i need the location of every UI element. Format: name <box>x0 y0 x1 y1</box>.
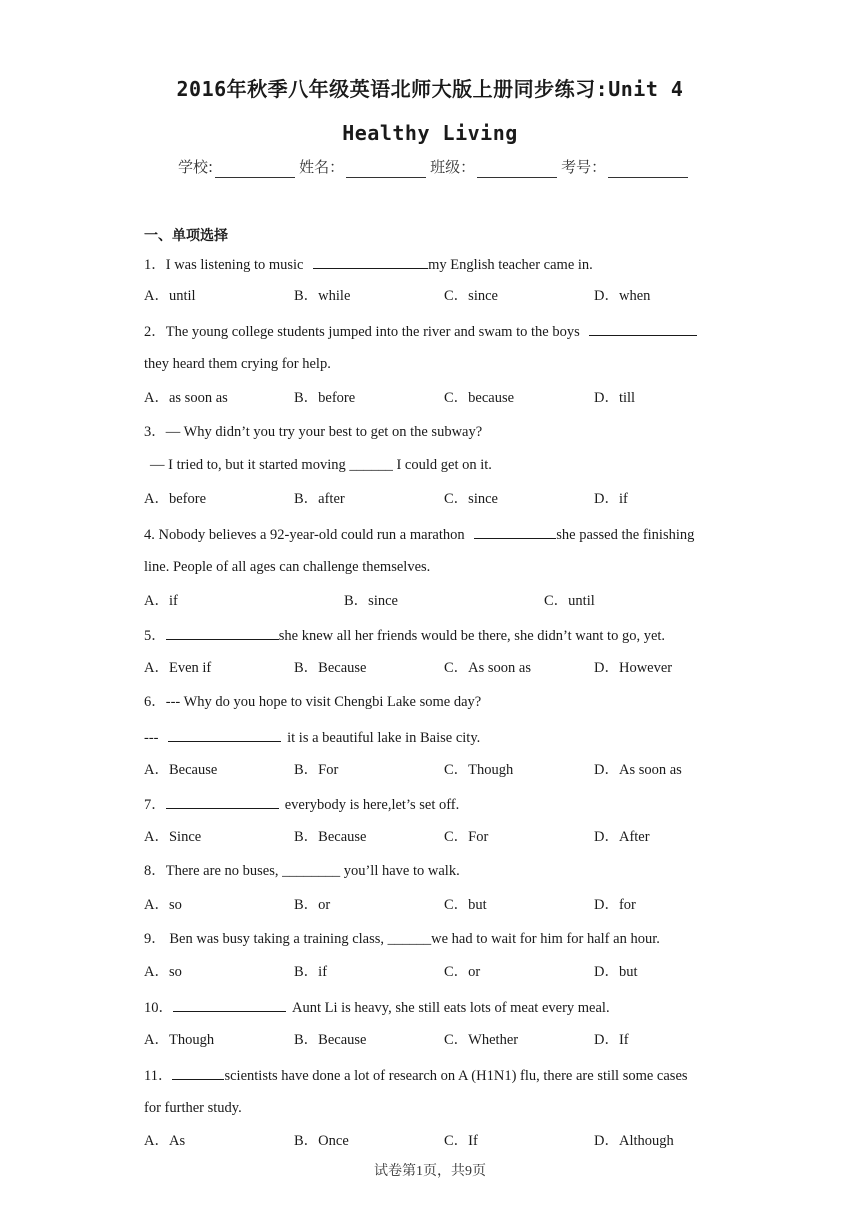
question-10-option-a[interactable]: A．Though <box>144 1032 215 1048</box>
question-5-stem: 5． she knew all her friends would be there, she didn’t want to go, yet. <box>144 624 665 646</box>
answer-blank[interactable] <box>313 253 428 269</box>
question-2-stem-line2: they heard them crying for help. <box>144 356 331 372</box>
answer-blank[interactable] <box>166 624 279 640</box>
question-6-stem-line2: --- it is a beautiful lake in Baise city. <box>144 726 480 748</box>
question-6-option-c[interactable]: C．Though <box>444 762 514 778</box>
question-5-option-d[interactable]: D．However <box>594 660 673 676</box>
question-6-stem: 6．--- Why do you hope to visit Chengbi Lake some day? <box>144 694 482 710</box>
school-blank[interactable] <box>215 159 295 178</box>
question-6-option-b[interactable]: B．For <box>294 762 339 778</box>
question-3-option-b[interactable]: B．after <box>294 491 345 507</box>
answer-blank[interactable] <box>589 320 697 336</box>
question-8-stem: 8．There are no buses, ________ you’ll have to walk. <box>144 863 460 879</box>
question-9-option-a[interactable]: A．so <box>144 964 182 980</box>
question-8-option-c[interactable]: C．but <box>444 897 487 913</box>
question-11-stem-line2: for further study. <box>144 1100 242 1116</box>
question-2-stem: 2．The young college students jumped into the river and swam to the boys <box>144 320 697 342</box>
question-11-stem: 11． scientists have done a lot of research on A (H1N1) flu, there are still some cases <box>144 1064 688 1086</box>
question-7-stem: 7． everybody is here,let’s set off. <box>144 793 459 815</box>
name-blank[interactable] <box>346 159 426 178</box>
class-blank[interactable] <box>477 159 557 178</box>
question-9-option-b[interactable]: B．if <box>294 964 328 980</box>
section-title: 一、单项选择 <box>144 228 228 244</box>
question-10-option-c[interactable]: C．Whether <box>444 1032 519 1048</box>
question-11-option-d[interactable]: D．Although <box>594 1133 674 1149</box>
question-4-stem-line2: line. People of all ages can challenge themselves. <box>144 559 431 575</box>
question-6-option-a[interactable]: A．Because <box>144 762 218 778</box>
question-2-option-d[interactable]: D．till <box>594 390 636 406</box>
question-11-option-c[interactable]: C．If <box>444 1133 478 1149</box>
question-7-option-a[interactable]: A．Since <box>144 829 202 845</box>
exam-no-blank[interactable] <box>608 159 688 178</box>
question-7-option-c[interactable]: C．For <box>444 829 489 845</box>
question-9-option-c[interactable]: C．or <box>444 964 481 980</box>
exam-no-label: 考号： <box>561 158 607 176</box>
question-5-option-a[interactable]: A．Even if <box>144 660 212 676</box>
question-11-option-a[interactable]: A．As <box>144 1133 186 1149</box>
question-7-option-d[interactable]: D．After <box>594 829 650 845</box>
question-1-option-c[interactable]: C．since <box>444 288 498 304</box>
page-footer: 试卷第1页，共9页 <box>374 1164 486 1179</box>
question-2-option-c[interactable]: C．because <box>444 390 515 406</box>
page-title-line1: 2016年秋季八年级英语北师大版上册同步练习:Unit 4 <box>176 77 684 101</box>
question-7-option-b[interactable]: B．Because <box>294 829 367 845</box>
question-4-option-c[interactable]: C．until <box>544 593 595 609</box>
question-1-stem: 1．I was listening to music my English teacher came in. <box>144 253 593 275</box>
question-4-stem: 4. Nobody believes a 92-year-old could run a marathon she passed the finishing <box>144 523 694 545</box>
question-9-option-d[interactable]: D．but <box>594 964 638 980</box>
class-label: 班级： <box>430 158 476 176</box>
question-2-option-a[interactable]: A．as soon as <box>144 390 228 406</box>
question-9-stem: 9． Ben was busy taking a training class, ______we had to wait for him for half an hour. <box>144 931 660 947</box>
question-3-option-d[interactable]: D．if <box>594 491 628 507</box>
question-10-option-d[interactable]: D．If <box>594 1032 629 1048</box>
question-8-option-d[interactable]: D．for <box>594 897 636 913</box>
question-11-option-b[interactable]: B．Once <box>294 1133 349 1149</box>
question-4-option-a[interactable]: A．if <box>144 593 178 609</box>
answer-blank[interactable] <box>172 1064 224 1080</box>
page-title-line2: Healthy Living <box>342 121 518 145</box>
question-1-option-a[interactable]: A．until <box>144 288 196 304</box>
question-2-option-b[interactable]: B．before <box>294 390 356 406</box>
question-6-option-d[interactable]: D．As soon as <box>594 762 682 778</box>
student-info-row <box>178 156 692 178</box>
answer-blank[interactable] <box>168 726 281 742</box>
question-3-stem-line2: — I tried to, but it started moving ______ I could get on it. <box>150 457 492 473</box>
question-3-option-a[interactable]: A．before <box>144 491 207 507</box>
question-3-option-c[interactable]: C．since <box>444 491 498 507</box>
question-1-option-b[interactable]: B．while <box>294 288 351 304</box>
question-10-option-b[interactable]: B．Because <box>294 1032 367 1048</box>
question-1-option-d[interactable]: D．when <box>594 288 651 304</box>
question-5-option-c[interactable]: C．As soon as <box>444 660 532 676</box>
question-3-stem: 3．— Why didn’t you try your best to get on the subway? <box>144 424 483 440</box>
name-label: 姓名： <box>299 158 345 176</box>
question-8-option-a[interactable]: A．so <box>144 897 182 913</box>
school-label: 学校: <box>178 158 214 176</box>
question-10-stem: 10． Aunt Li is heavy, she still eats lots of meat every meal. <box>144 996 610 1018</box>
answer-blank[interactable] <box>166 793 279 809</box>
question-5-option-b[interactable]: B．Because <box>294 660 367 676</box>
answer-blank[interactable] <box>173 996 286 1012</box>
answer-blank[interactable] <box>474 523 556 539</box>
question-8-option-b[interactable]: B．or <box>294 897 331 913</box>
question-4-option-b[interactable]: B．since <box>344 593 398 609</box>
